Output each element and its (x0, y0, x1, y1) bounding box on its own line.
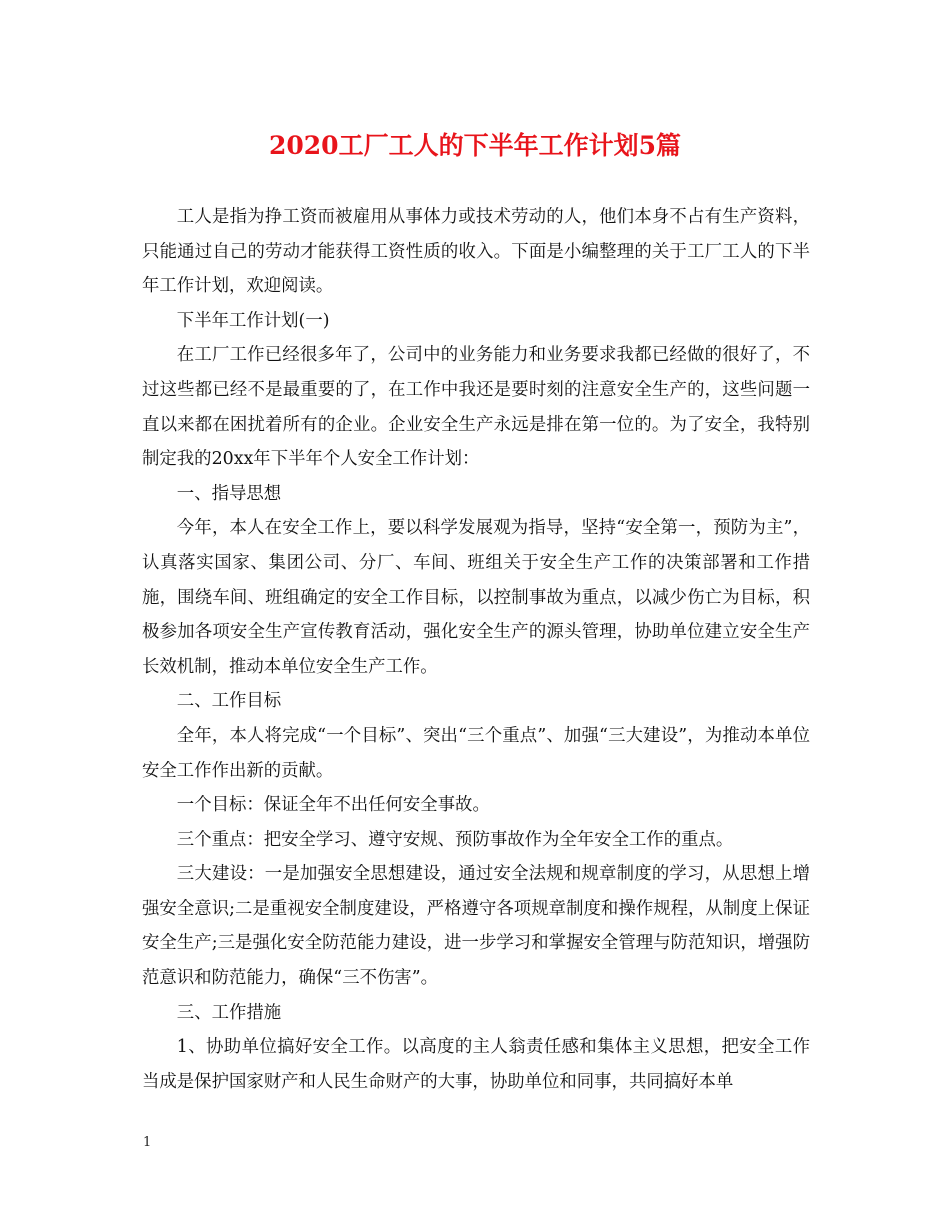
body-paragraph: 在工厂工作已经很多年了，公司中的业务能力和业务要求我都已经做的很好了，不过这些都已经不是最重要的了，在工作中我还是要时刻的注意安全生产的，这些问题一直以来都在困扰着所有的企业。企业安全生产永远是排在第一位的。为了安全，我特别制定我的20xx年下半年个人安全工作计划： (142, 345, 810, 470)
section-heading-work-measures: 三、工作措施 (176, 1002, 282, 1023)
body-paragraph: 三大建设：一是加强安全思想建设，通过安全法规和规章制度的学习，从思想上增强安全意识;二是重视安全制度建设，严格遵守各项规章制度和操作规程，从制度上保证安全生产;三是强化安全防范能力建设，进一步学习和掌握安全管理与防范知识，增强防范意识和防范能力，确保“三不伤害”。 (142, 864, 810, 989)
intro-paragraph: 工人是指为挣工资而被雇用从事体力或技术劳动的人，他们本身不占有生产资料，只能通过自己的劳动才能获得工资性质的收入。下面是小编整理的关于工厂工人的下半年工作计划，欢迎阅读。 (142, 207, 810, 297)
body-paragraph: 三个重点：把安全学习、遵守安规、预防事故作为全年安全工作的重点。 (176, 829, 734, 850)
section-heading-guiding-ideology: 一、指导思想 (176, 483, 282, 504)
body-paragraph: 今年，本人在安全工作上，要以科学发展观为指导，坚持“安全第一，预防为主”，认真落实国家、集团公司、分厂、车间、班组关于安全生产工作的决策部署和工作措施，围绕车间、班组确定的安全工作目标，以控制事故为重点，以减少伤亡为目标，积极参加各项安全生产宣传教育活动，强化安全生产的源头管理，协助单位建立安全生产长效机制，推动本单位安全生产工作。 (142, 518, 810, 677)
section-heading-plan-one: 下半年工作计划(一) (176, 310, 330, 331)
body-paragraph: 一个目标：保证全年不出任何安全事故。 (176, 795, 490, 816)
section-heading-work-goals: 二、工作目标 (176, 691, 282, 712)
body-paragraph: 全年，本人将完成“一个目标”、突出“三个重点”、加强“三大建设”，为推动本单位安全工作作出新的贡献。 (142, 725, 810, 781)
document-body (142, 200, 810, 1099)
document-title: 2020工厂工人的下半年工作计划5篇 (269, 131, 681, 160)
body-paragraph: 1、协助单位搞好安全工作。以高度的主人翁责任感和集体主义思想，把安全工作当成是保护国家财产和人民生命财产的大事，协助单位和同事，共同搞好本单 (142, 1037, 810, 1092)
page-number: 1 (143, 1135, 152, 1150)
